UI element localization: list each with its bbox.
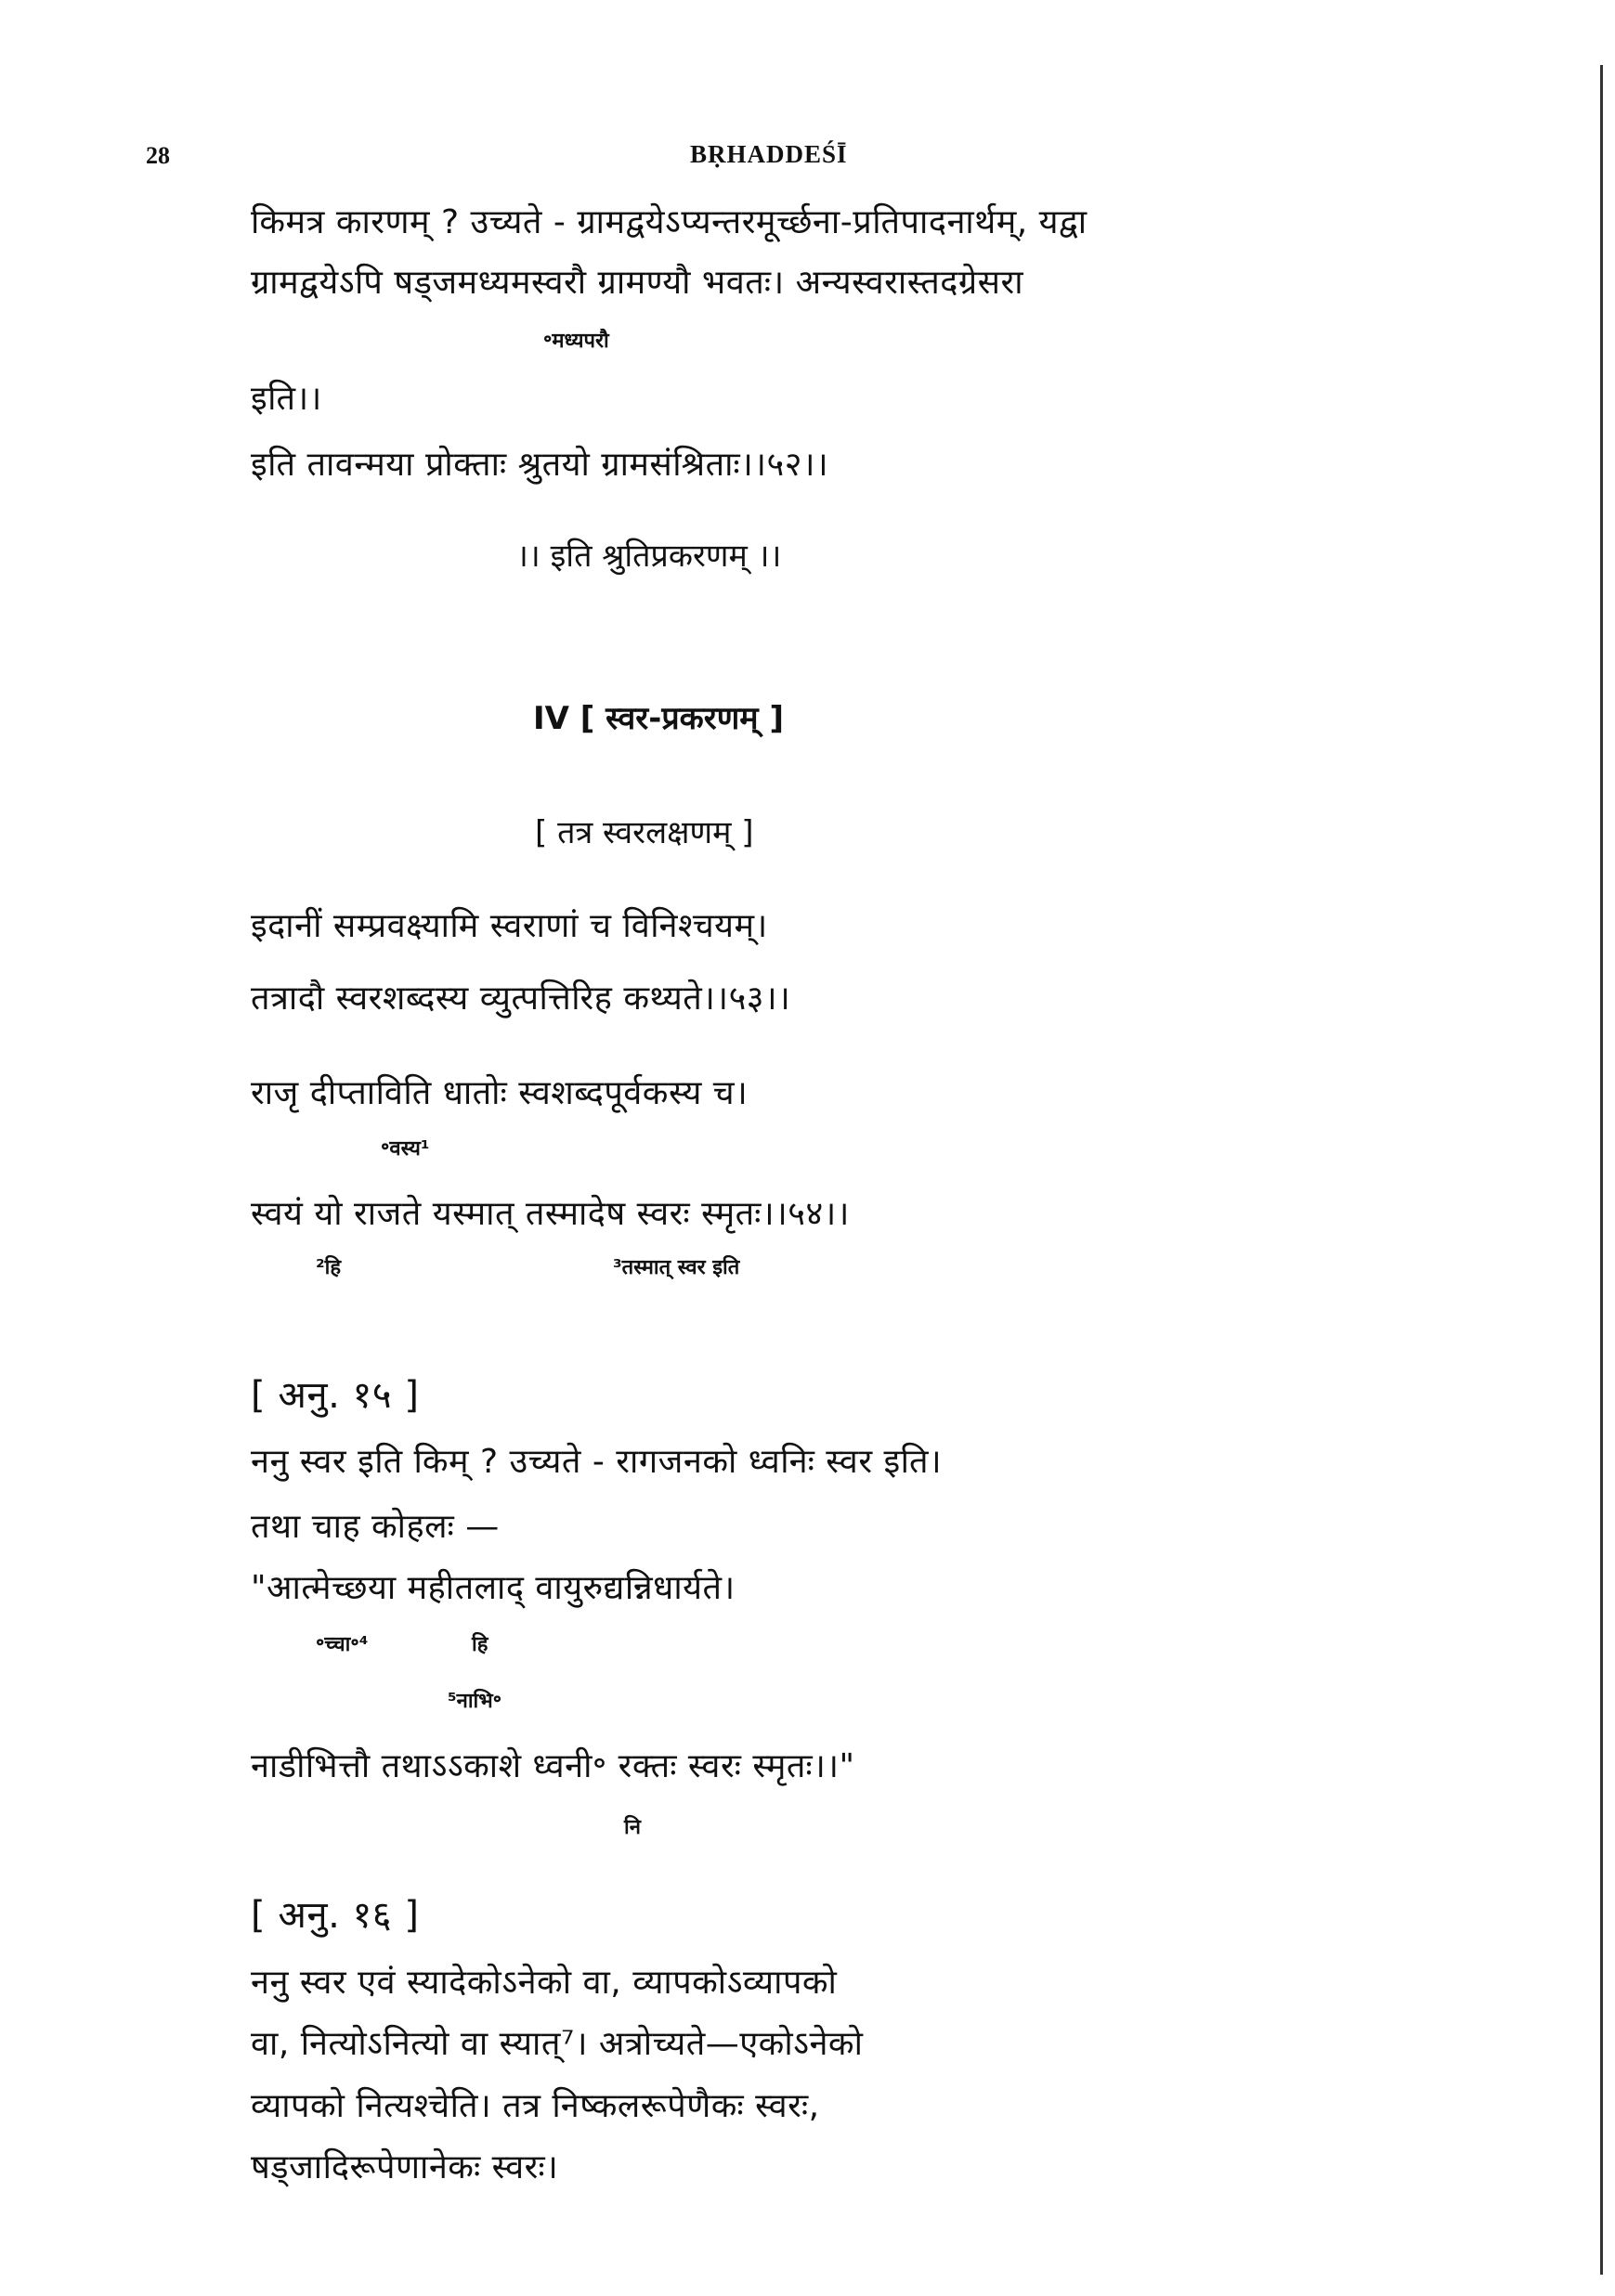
anu15-footnote3: ⁵नाभि॰ — [448, 1690, 502, 1713]
anu16-line3: व्यापको नित्यश्चेति। तत्र निष्कलरूपेणैकः स्वरः, — [251, 2087, 820, 2125]
para1-line1: किमत्र कारणम् ? उच्यते - ग्रामद्वयेऽप्यन्तरमूर्च्छना-प्रतिपादनार्थम्, यद्वा — [251, 203, 1088, 241]
anu15-footnote4: नि — [624, 1816, 641, 1839]
para1-line4: इति तावन्मया प्रोक्ताः श्रुतयो ग्रामसंश्रिताः।।५२।। — [251, 446, 829, 484]
verse53-line2: तत्रादौ स्वरशब्दस्य व्युत्पत्तिरिह कथ्यते।।५३।। — [251, 979, 791, 1018]
para1-line3: इति।। — [251, 380, 322, 418]
colophon: ।। इति श्रुतिप्रकरणम् ।। — [516, 538, 782, 575]
anu15-footnote1: ॰च्चा॰⁴ — [316, 1633, 369, 1656]
verse54-footnote2: ²हि — [316, 1256, 342, 1279]
verse54-footnote1: ॰वस्य¹ — [381, 1137, 430, 1161]
anu16-line4: षड्जादिरूपेणानेकः स्वरः। — [251, 2148, 559, 2186]
section-heading: IV [ स्वर-प्रकरणम् ] — [533, 700, 784, 737]
sub-heading: [ तत्र स्वरलक्षणम् ] — [535, 814, 754, 851]
para1-line2: ग्रामद्वयेऽपि षड्जमध्यमस्वरौ ग्रामण्यौ भवतः। अन्यस्वरास्तदग्रेसरा — [251, 264, 1024, 302]
running-title: BṚHADDEŚĪ — [690, 140, 848, 168]
verse54-footnote3: ³तस्मात् स्वर इति — [613, 1256, 740, 1279]
anu15-line3: "आत्मेच्छया महीतलाद् वायुरुद्यन्निधार्यते। — [251, 1569, 736, 1607]
page-number: 28 — [146, 142, 170, 169]
anu16-line2: वा, नित्योऽनित्यो वा स्यात्⁷। अत्रोच्यते—एकोऽनेको — [251, 2025, 864, 2063]
verse53-line1: इदानीं सम्प्रवक्ष्यामि स्वराणां च विनिश्चयम्। — [251, 907, 768, 945]
anu16-line1: ननु स्वर एवं स्यादेकोऽनेको वा, व्यापकोऽव्यापको — [251, 1964, 838, 2002]
anu15-line1: ननु स्वर इति किम् ? उच्यते - रागजनको ध्वनिः स्वर इति। — [251, 1443, 943, 1481]
anu15-footnote2: हि — [472, 1633, 488, 1656]
anu15-line2: तथा चाह कोहलः — — [251, 1508, 500, 1546]
verse54-line2: स्वयं यो राजते यस्मात् तस्मादेष स्वरः स्मृतः।।५४।। — [251, 1195, 850, 1233]
verse54-line1: राजृ दीप्ताविति धातोः स्वशब्दपूर्वकस्य च। — [251, 1074, 749, 1112]
anu15-label: [ अनु. १५ ] — [251, 1374, 420, 1417]
anu15-line4: नाडीभित्तौ तथाऽऽकाशे ध्वनी॰ रक्तः स्वरः स्मृतः।।" — [251, 1747, 855, 1785]
para1-footnote: ॰मध्यपरौ — [543, 330, 609, 353]
margin-rule — [1600, 65, 1603, 2275]
anu16-label: [ अनु. १६ ] — [251, 1894, 420, 1937]
